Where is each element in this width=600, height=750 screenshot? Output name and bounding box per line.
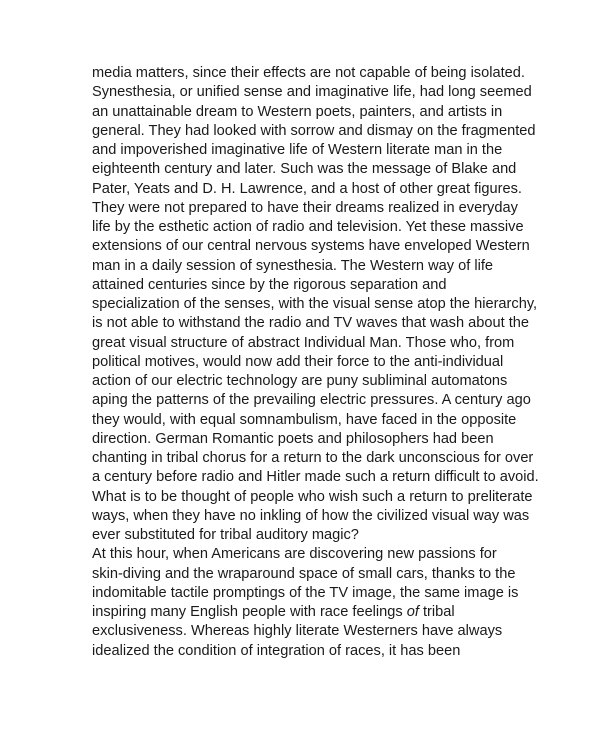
text-line: They were not prepared to have their dreams realized in everyday <box>92 199 518 216</box>
text-line: skin-diving and the wraparound space of small cars, thanks to the <box>92 565 516 582</box>
text-line: ways, when they have no inkling of how the civilized visual way was <box>92 507 530 524</box>
body-text <box>92 64 539 661</box>
text-line: life by the esthetic action of radio and television. Yet these massive <box>92 219 524 235</box>
text-line: action of our electric technology are puny subliminal automatons <box>92 373 508 389</box>
text-line: general. They had looked with sorrow and dismay on the fragmented <box>92 122 536 139</box>
text-line: man in a daily session of synesthesia. The Western way of life <box>92 257 493 274</box>
text-line: eighteenth century and later. Such was the message of Blake and <box>92 161 517 178</box>
text-line: chanting in tribal chorus for a return to the dark unconscious for over <box>92 450 534 466</box>
text-run: tribal <box>418 604 455 620</box>
text-line: specialization of the senses, with the visual sense atop the hierarchy, <box>92 296 538 312</box>
text-line: At this hour, when Americans are discovering new passions for <box>92 546 497 563</box>
text-line: ever substituted for tribal auditory magic? <box>92 527 359 543</box>
text-line: attained centuries since by the rigorous separation and <box>92 276 447 293</box>
text-line: media matters, since their effects are not capable of being isolated. <box>92 65 525 81</box>
text-line: exclusiveness. Whereas highly literate Westerners have always <box>92 623 503 640</box>
text-run: inspiring many English people with race feelings <box>92 604 407 620</box>
text-line: aping the patterns of the prevailing electric pressures. A century ago <box>92 392 531 409</box>
text-line: Synesthesia, or unified sense and imaginative life, had long seemed <box>92 84 532 101</box>
text-line: indomitable tactile promptings of the TV image, the same image is <box>92 584 519 601</box>
text-line: direction. German Romantic poets and philosophers had been <box>92 430 494 447</box>
text-line: extensions of our central nervous systems have enveloped Western <box>92 238 530 255</box>
text-line: What is to be thought of people who wish such a return to preliterate <box>92 488 533 505</box>
text-line: great visual structure of abstract Individual Man. Those who, from <box>92 334 515 351</box>
text-line: is not able to withstand the radio and TV waves that wash about the <box>92 315 530 332</box>
text-line: Pater, Yeats and D. H. Lawrence, and a host of other great figures. <box>92 180 522 197</box>
text-line: an unattainable dream to Western poets, painters, and artists in <box>92 103 503 120</box>
text-line: a century before radio and Hitler made such a return difficult to avoid. <box>92 469 539 486</box>
text-line: they would, with equal somnambulism, have faced in the opposite <box>92 411 517 428</box>
text-line: and impoverished imaginative life of Western literate man in the <box>92 142 503 158</box>
text-line: idealized the condition of integration of races, it has been <box>92 642 461 659</box>
italic-word: of <box>406 604 419 620</box>
text-line: political motives, would now add their force to the anti-individual <box>92 353 504 370</box>
text-line-with-italic <box>92 603 522 622</box>
